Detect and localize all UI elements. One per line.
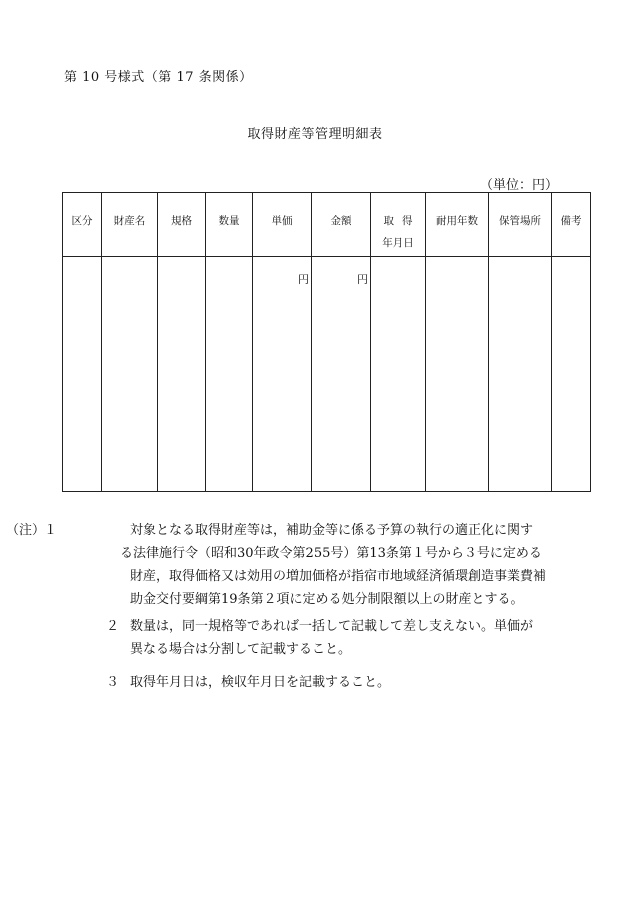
cell-quantity[interactable] [206, 257, 253, 492]
cell-useful-life[interactable] [426, 257, 489, 492]
column-header-asset-name: 財産名 [102, 193, 158, 257]
cell-spec[interactable] [158, 257, 206, 492]
notes-label: （注） [6, 523, 46, 538]
note-line: 助金交付要綱第19条第２項に定める処分制限額以上の財産とする。 [130, 592, 524, 607]
column-header-useful-life: 耐用年数 [426, 193, 489, 257]
note-line: 対象となる取得財産等は，補助金等に係る予算の執行の適正化に関す [130, 523, 534, 538]
cell-storage-location[interactable] [489, 257, 552, 492]
note-number: １ [44, 523, 58, 538]
cell-category[interactable] [63, 257, 102, 492]
note-line: 数量は，同一規格等であれば一括して記載して差し支えない。単価が [130, 619, 534, 634]
column-header-quantity: 数量 [206, 193, 253, 257]
note-item-3 [68, 671, 608, 694]
note-item-2 [68, 615, 608, 661]
column-header-amount: 金額 [312, 193, 371, 257]
cell-unit-price[interactable]: 円 [253, 257, 312, 492]
table-header-row [63, 193, 591, 257]
note-line: 異なる場合は分割して記載すること。 [130, 642, 352, 657]
column-header-storage-location: 保管場所 [489, 193, 552, 257]
cell-acquisition-date[interactable] [371, 257, 426, 492]
note-number: ３ [106, 675, 120, 690]
asset-ledger-table [62, 192, 591, 492]
note-number: ２ [106, 619, 120, 634]
note-line: る法律施行令（昭和30年政令第255号）第13条第１号から３号に定める [120, 546, 542, 561]
form-number: 第 10 号様式（第 17 条関係） [64, 70, 253, 85]
document-title: 取得財産等管理明細表 [247, 127, 383, 142]
unit-label: （単位：円） [480, 178, 559, 193]
column-header-unit-price: 単価 [253, 193, 312, 257]
cell-amount[interactable]: 円 [312, 257, 371, 492]
note-item-1 [6, 519, 608, 611]
note-line: 取得年月日は，検収年月日を記載すること。 [130, 675, 391, 690]
column-header-remarks: 備考 [552, 193, 591, 257]
table-row [63, 257, 591, 492]
notes-section [6, 519, 608, 694]
note-line: 財産，取得価格又は効用の増加価格が指宿市地域経済循環創造事業費補 [130, 569, 547, 584]
column-header-category: 区分 [63, 193, 102, 257]
cell-remarks[interactable] [552, 257, 591, 492]
column-header-spec: 規格 [158, 193, 206, 257]
cell-asset-name[interactable] [102, 257, 158, 492]
column-header-acquisition-date: 取得 年月日 [371, 193, 426, 257]
